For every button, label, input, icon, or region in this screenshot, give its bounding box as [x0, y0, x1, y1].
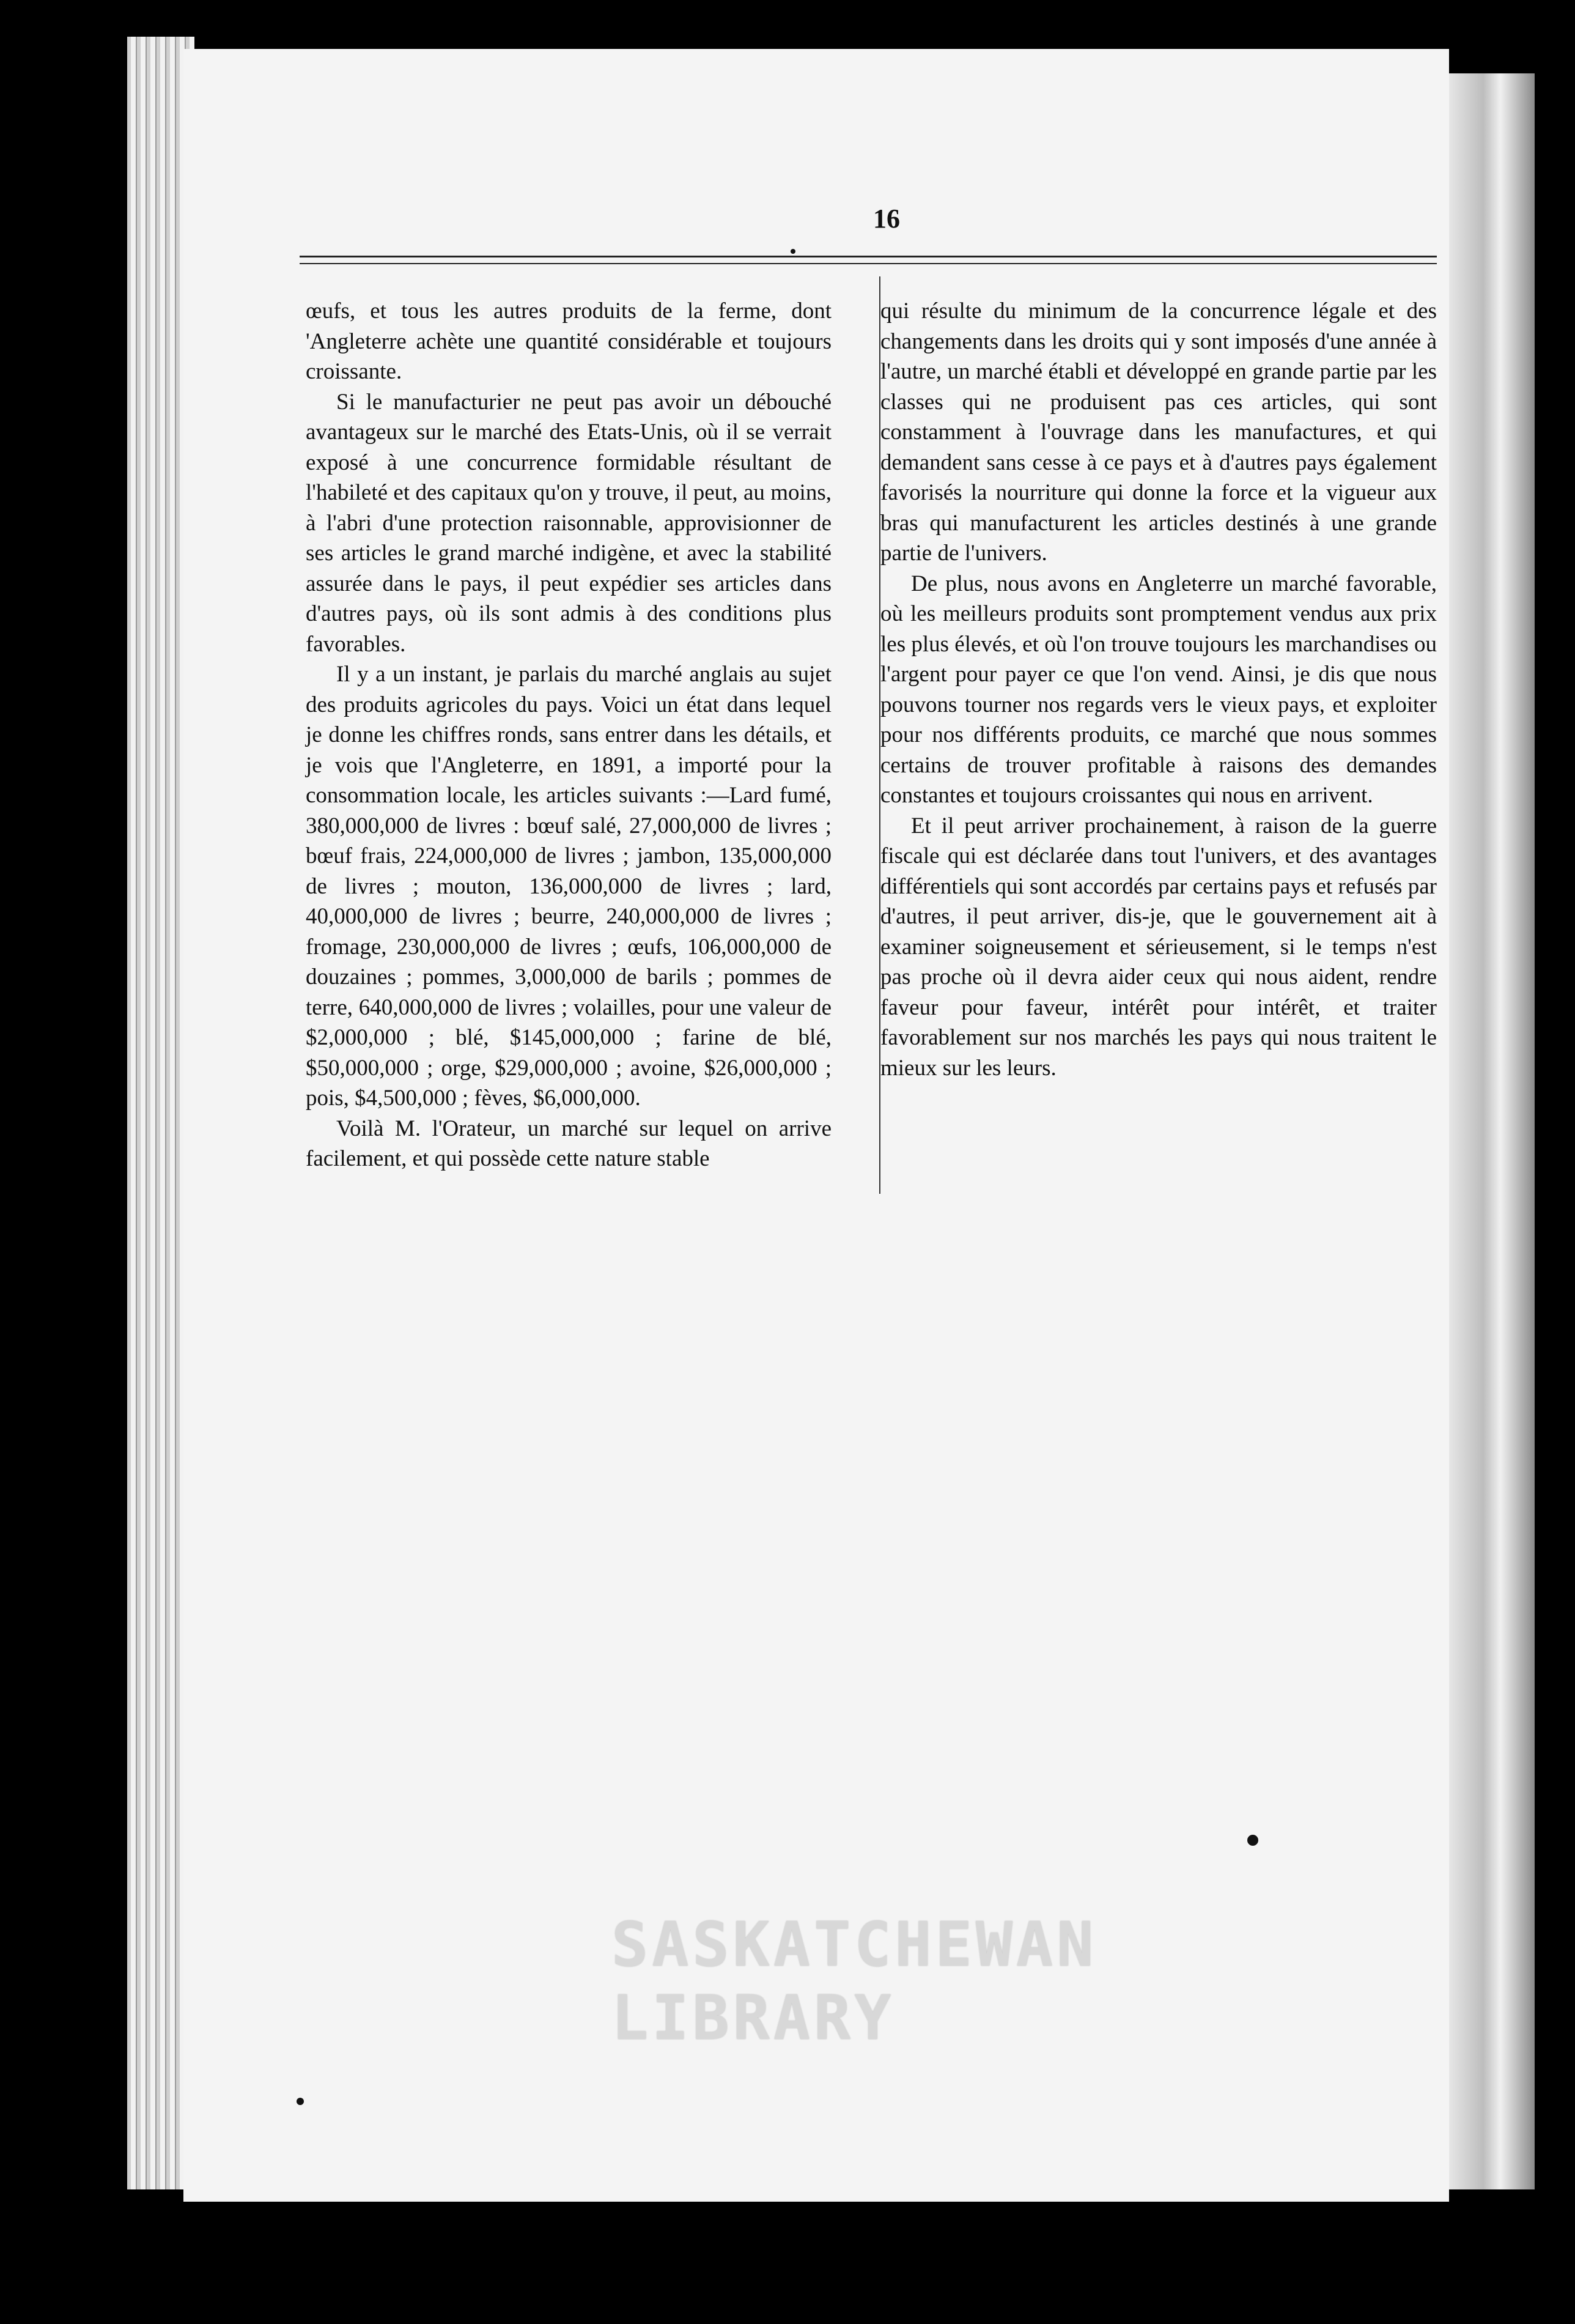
stamp-line: SASKATCHEWAN	[611, 1909, 1097, 1980]
paragraph: De plus, nous avons en Angleterre un marché favorable, où les meilleurs produits sont promptement vendus aux prix les plus élevés, et où l'on trouve toujours les marchandises ou l'argent pour payer ce que l'on vend. Ainsi, je dis que nous pouvons tourner nos regards vers le vieux pays, et exploiter pour nos différents produits, ce marché que nous sommes certains de trouver profitable à raisons des demandes constantes et toujours croissantes qui nous en arrivent.	[880, 571, 1437, 808]
header-rule	[300, 256, 1437, 257]
stamp-line: LIBRARY	[611, 1982, 895, 2054]
left-column	[306, 296, 832, 1174]
perforated-library-stamp	[611, 1908, 1101, 2079]
ink-speck	[297, 2098, 304, 2105]
paragraph: qui résulte du minimum de la concurrence légale et des changements dans les droits qui y sont imposés d'une année à l'autre, un marché établi et développé en grande partie par les classes qui ne produisent pas ces articles, qui sont constamment à l'ouvrage dans les manufactures, et qui demandent sans cesse à ce pays et à d'autres pays également favorisés la nourriture qui donne la force et la vigueur aux bras qui manufacturent les articles destinés à une grande partie de l'univers.	[880, 298, 1437, 566]
page-number: 16	[873, 204, 900, 234]
ink-speck	[791, 249, 795, 254]
paragraph: Et il peut arriver prochainement, à raison de la guerre fiscale qui est déclarée dans tout l'univers, et des avantages différentiels qui sont accordés par certains pays et refusés par d'autres, il peut arriver, dis-je, que le gouvernement ait à examiner soigneusement et sérieusement, si le temps n'est pas proche où il devra aider ceux qui nous aident, rendre faveur pour faveur, intérêt pour intérêt, et traiter favorablement sur nos marchés les pays qui nous traitent le mieux sur les leurs.	[880, 813, 1437, 1081]
paragraph: Il y a un instant, je parlais du marché anglais au sujet des produits agricoles du pays. Voici un état dans lequel je donne les chiffres ronds, sans entrer dans les détails, et je vois que l'Angleterre, en 1891, a importé pour la consommation locale, les articles suivants :—Lard fumé, 380,000,000 de livres : bœuf salé, 27,000,000 de livres ; bœuf frais, 224,000,000 de livres ; jambon, 135,000,000 de livres ; mouton, 136,000,000 de livres ; lard, 40,000,000 de livres ; beurre, 240,000,000 de livres ; fromage, 230,000,000 de livres ; œufs, 106,000,000 de douzaines ; pommes, 3,000,000 de barils ; pommes de terre, 640,000,000 de livres ; volailles, pour une valeur de $2,000,000 ; blé, $145,000,000 ; farine de blé, $50,000,000 ; orge, $29,000,000 ; avoine, $26,000,000 ; pois, $4,500,000 ; fèves, $6,000,000.	[306, 662, 832, 1111]
paragraph: Voilà M. l'Orateur, un marché sur lequel on arrive facilement, et qui possède cette nature stable	[306, 1116, 832, 1171]
ink-speck	[1247, 1835, 1258, 1846]
header-rule-thin	[300, 263, 1437, 264]
right-column	[880, 296, 1437, 1083]
paragraph: Si le manufacturier ne peut pas avoir un débouché avantageux sur le marché des Etats-Unis, où il se verrait exposé à une concurrence formidable résultant de l'habileté et des capitaux qu'on y trouve, il peut, au moins, à l'abri d'une protection raisonnable, approvisionner de ses articles le grand marché indigène, et avec la stabilité assurée dans le pays, il peut expédier ses articles dans d'autres pays, où ils sont admis à des conditions plus favorables.	[306, 389, 832, 657]
paragraph: œufs, et tous les autres produits de la ferme, dont 'Angleterre achète une quantité considérable et toujours croissante.	[306, 298, 832, 384]
binding-edge	[1449, 73, 1535, 2189]
